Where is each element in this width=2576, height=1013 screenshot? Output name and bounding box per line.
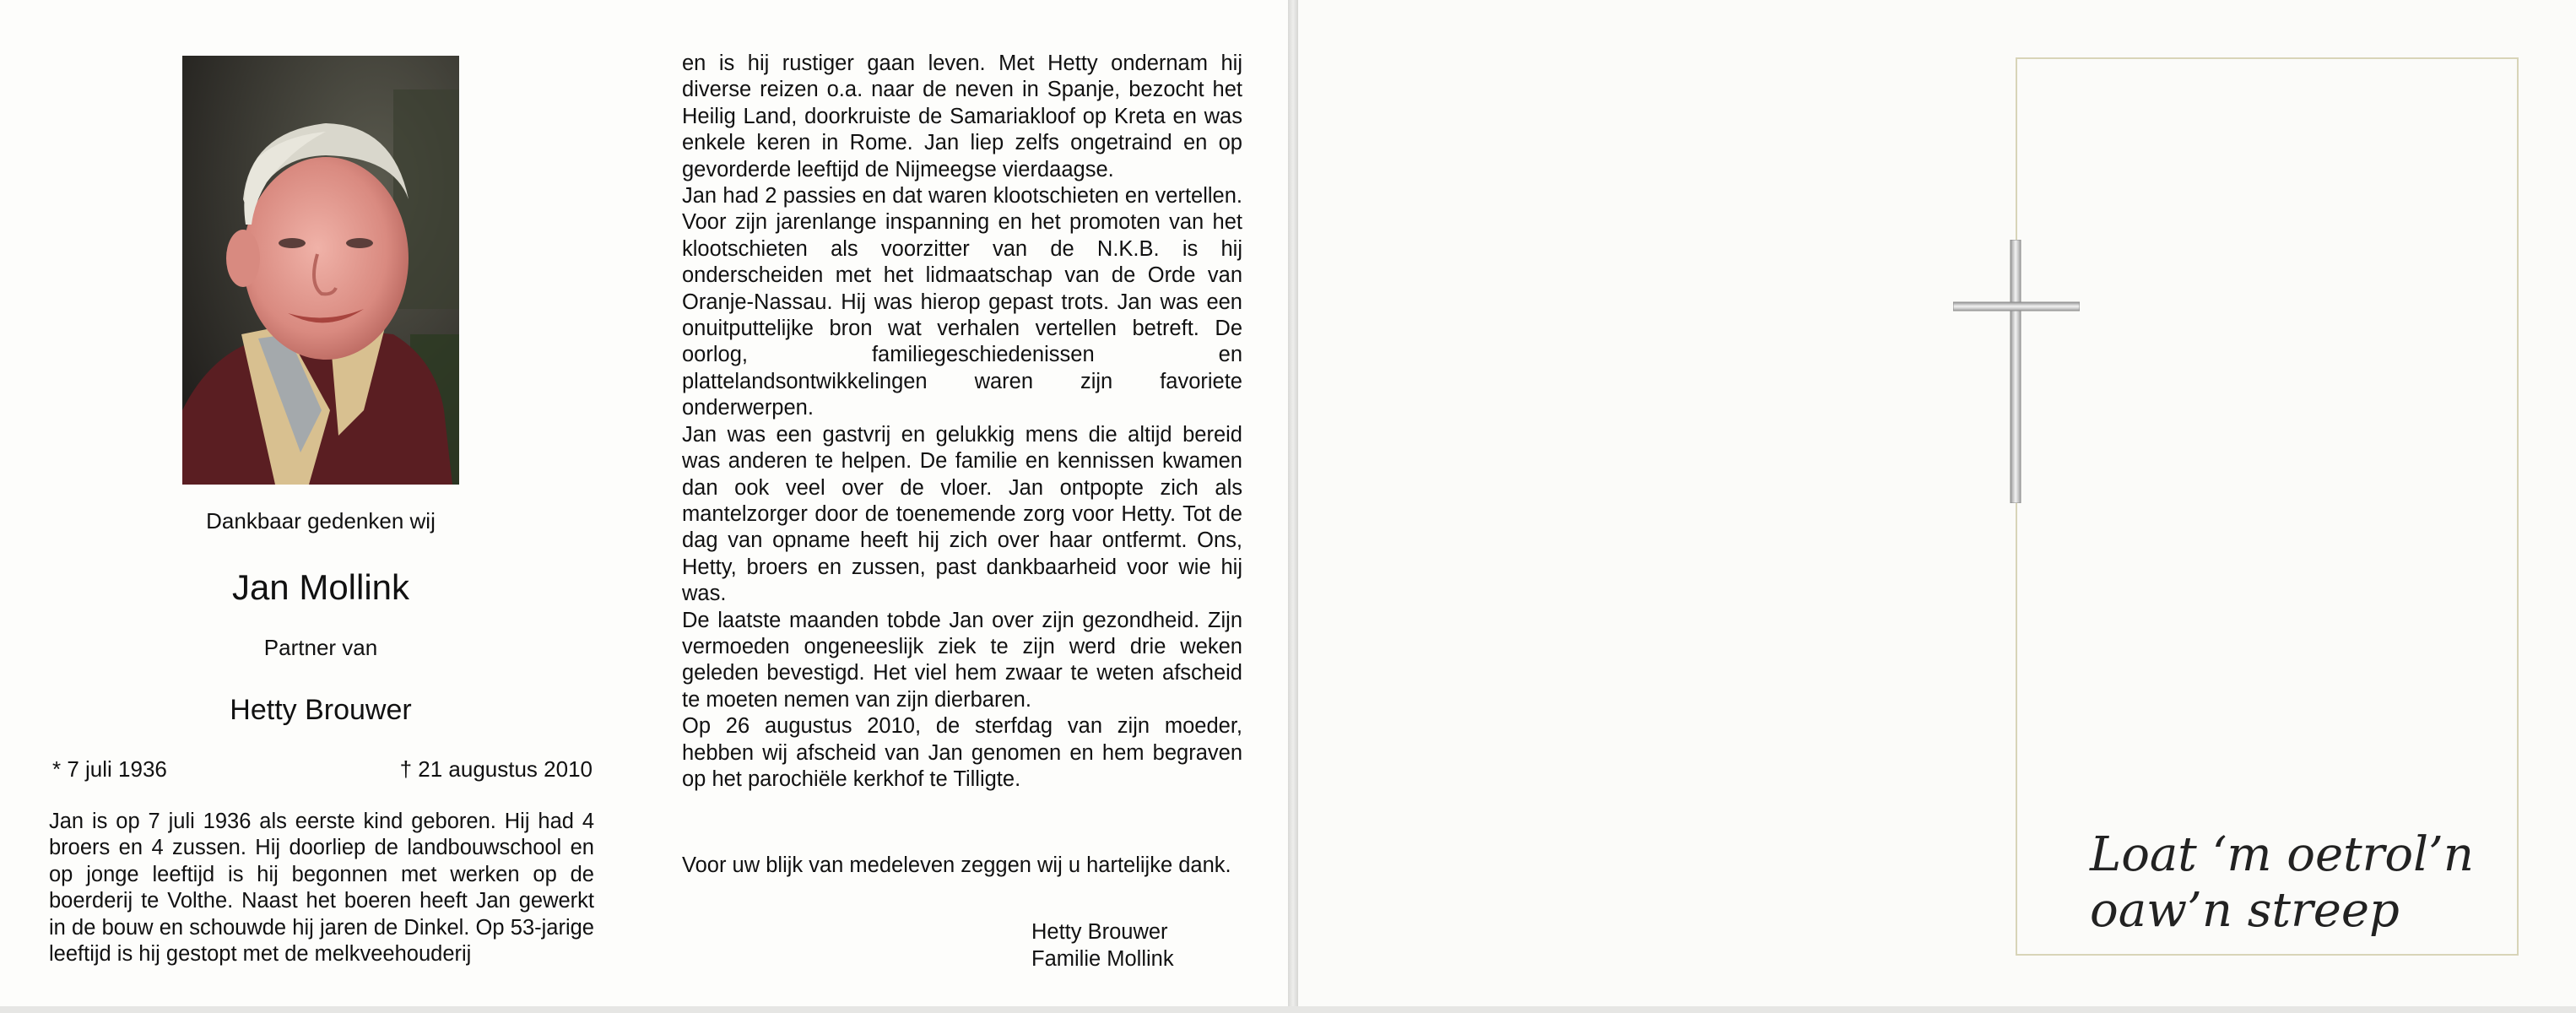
signature-line: Familie Mollink [1031, 947, 1174, 971]
intro-text: Dankbaar gedenken wij [206, 508, 436, 534]
biography-part-1: Jan is op 7 juli 1936 als eerste kind geboren. Hij had 4 broers en 4 zussen. Hij doorliep de landbouwschool en op jonge leeftijd is hij begonnen met werken op de boerderij te Volthe. Naast het boeren heeft Jan gewerkt in de bouw en schouwde hij jaren de Dinkel. Op 53-jarige leeftijd is hij gestopt met de melkveehouderij [49, 810, 594, 967]
biography-paragraph: Jan was een gastvrij en gelukkig mens die altijd bereid was anderen te helpen. De familie en kennissen kwamen dan ook veel over de vloer. Jan ontpopte zich als mantelzorger door de toenemende zorg voor Hetty. Tot de dag van opname heeft hij zich over haar ontfermt. Ons, Hetty, broers en zussen, past dankbaarheid voor wie hij was. [682, 422, 1242, 606]
partner-name: Hetty Brouwer [230, 694, 412, 726]
deceased-name: Jan Mollink [231, 567, 410, 607]
birth-date: * 7 juli 1936 [52, 756, 167, 782]
death-date: † 21 augustus 2010 [399, 756, 593, 782]
biography-paragraph: Op 26 augustus 2010, de sterfdag van zijn moeder, hebben wij afscheid van Jan genomen en hem begraven op het parochiële kerkhof te Tilligte. [682, 714, 1242, 791]
biography-paragraph: Jan had 2 passies en dat waren klootschieten en vertellen. Voor zijn jarenlange inspanning en het promoten van het klootschieten als voorzitter van de N.K.B. is hij onderscheiden met het lidmaatschap van de Orde van Oranje-Nassau. Hij was hierop gepast trots. Jan was een onuitputtelijke bron wat verhalen vertellen betreft. De oorlog, familiegeschiedenissen en plattelandsontwikkelingen waren zijn favoriete onderwerpen. [682, 184, 1242, 420]
biography-paragraph: en is hij rustiger gaan leven. Met Hetty ondernam hij diverse reizen o.a. naar de neven in Spanje, bezocht het Heilig Land, doorkruiste de Samariakloof op Kreta en was enkele keren in Rome. Jan liep zelfs ongetraind en op gevorderde leeftijd de Nijmeegse vierdaagse. [682, 51, 1242, 181]
poem-line: Loat ‘m oetrol’n [2090, 827, 2474, 882]
cover-frame [2016, 57, 2519, 956]
signature-block [1031, 918, 1174, 972]
poem-line: oaw’n streep [2090, 883, 2400, 938]
biography-paragraph: De laatste maanden tobde Jan over zijn gezondheid. Zijn vermoeden ongeneeslijk ziek te zijn werd drie weken geleden bevestigd. Het viel hem zwaar te weten afscheid te moeten nemen van zijn dierbaren. [682, 608, 1242, 712]
condolence-text: Voor uw blijk van medeleven zeggen wij u hartelijke dank. [682, 853, 1231, 877]
partner-label: Partner van [263, 635, 378, 660]
portrait-photo [182, 56, 459, 485]
cross-icon [1953, 240, 2080, 503]
card-fold [1288, 0, 1298, 1013]
cover-poem [2090, 827, 2512, 939]
biography-part-2 [682, 51, 1242, 793]
signature-line: Hetty Brouwer [1031, 920, 1168, 944]
card-bottom-edge [0, 1006, 2576, 1013]
